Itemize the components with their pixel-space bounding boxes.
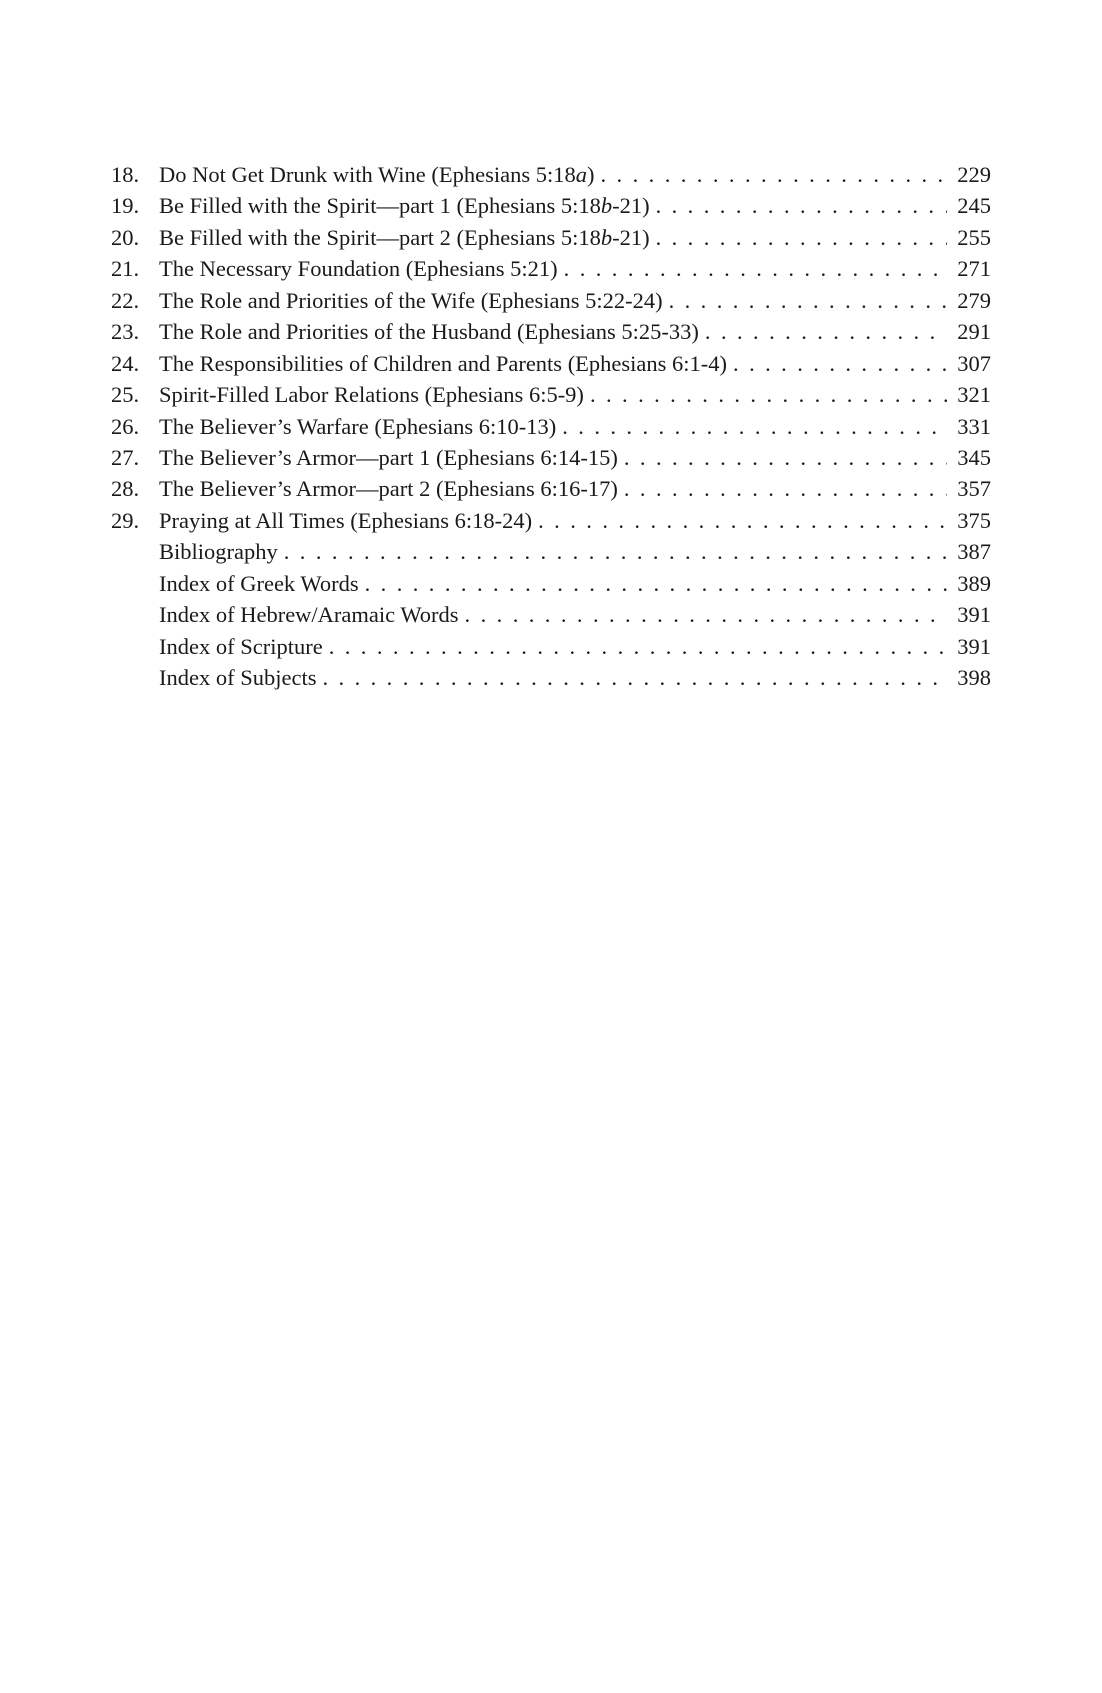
title-text: The Necessary Foundation (Ephesians 5:21) — [159, 256, 558, 282]
toc-entry[interactable] — [111, 348, 991, 379]
toc-entry[interactable] — [111, 599, 991, 630]
page-number: 245 — [957, 193, 991, 219]
entry-title — [159, 505, 532, 536]
dot-leader — [733, 348, 947, 379]
page-number: 321 — [957, 382, 991, 408]
title-italic: a — [575, 162, 587, 187]
dot-leader — [564, 253, 947, 284]
title-text: The Believer’s Armor—part 1 (Ephesians 6:14-15) — [159, 444, 618, 470]
chapter-number: 22. — [111, 287, 140, 313]
entry-title — [159, 662, 316, 693]
dot-leader — [624, 442, 947, 473]
chapter-number: 21. — [111, 256, 140, 282]
title-text: The Role and Priorities of the Wife (Ephesians 5:22-24) — [159, 287, 663, 313]
dot-leader — [284, 536, 947, 567]
title-text: The Believer’s Warfare (Ephesians 6:10-13) — [159, 413, 557, 439]
title-text: Index of Greek Words — [159, 570, 359, 596]
title-italic: b — [600, 193, 613, 219]
page-number: 375 — [957, 507, 991, 533]
page-number: 331 — [957, 413, 991, 439]
toc-entry[interactable] — [111, 316, 991, 347]
chapter-number: 19. — [111, 193, 140, 219]
chapter-number: 25. — [111, 382, 140, 408]
title-text: The Role and Priorities of the Husband (Ephesians 5:25-33) — [159, 319, 699, 345]
dot-leader — [669, 285, 947, 316]
dot-leader — [322, 662, 947, 693]
entry-title — [159, 631, 323, 662]
chapter-number: 29. — [111, 507, 140, 533]
toc-entry[interactable] — [111, 379, 991, 410]
entry-title — [159, 253, 558, 284]
dot-leader — [656, 190, 947, 221]
title-text: Bibliography — [159, 539, 278, 565]
title-text-end: ) — [587, 162, 595, 187]
title-text-end: -21) — [612, 193, 650, 219]
page-number: 307 — [957, 350, 991, 376]
entry-title — [159, 473, 618, 504]
toc-entry[interactable] — [111, 505, 991, 536]
dot-leader — [705, 316, 947, 347]
page-number: 255 — [957, 224, 991, 250]
page-number: 291 — [957, 319, 991, 345]
toc-entry[interactable] — [111, 411, 991, 442]
table-of-contents — [111, 159, 991, 693]
entry-title — [159, 348, 727, 379]
title-text: Index of Hebrew/Aramaic Words — [159, 602, 459, 628]
dot-leader — [562, 411, 947, 442]
page-number: 345 — [957, 444, 991, 470]
dot-leader — [538, 505, 947, 536]
page-number: 391 — [957, 602, 991, 628]
page-number: 391 — [957, 633, 991, 659]
entry-title — [159, 222, 650, 253]
entry-title — [159, 379, 584, 410]
toc-entry[interactable] — [111, 285, 991, 316]
chapter-number: 27. — [111, 444, 140, 470]
entry-title — [159, 536, 278, 567]
toc-entry[interactable] — [111, 222, 991, 253]
title-text: Index of Scripture — [159, 633, 323, 659]
title-text: Be Filled with the Spirit—part 1 (Ephesians 5:18 — [159, 193, 601, 219]
chapter-number: 23. — [111, 319, 140, 345]
title-text: Praying at All Times (Ephesians 6:18-24) — [159, 507, 533, 533]
title-text: Be Filled with the Spirit—part 2 (Ephesians 5:18 — [159, 224, 601, 250]
dot-leader — [329, 631, 947, 662]
chapter-number: 20. — [111, 224, 140, 250]
chapter-number: 26. — [111, 413, 140, 439]
dot-leader — [601, 159, 948, 190]
title-text: The Responsibilities of Children and Parents (Ephesians 6:1-4) — [159, 350, 728, 376]
toc-entry[interactable] — [111, 568, 991, 599]
toc-entry[interactable] — [111, 253, 991, 284]
page-number: 357 — [957, 476, 991, 502]
dot-leader — [365, 568, 947, 599]
dot-leader — [465, 599, 947, 630]
title-text: The Believer’s Armor—part 2 (Ephesians 6:16-17) — [159, 476, 618, 502]
entry-title — [159, 411, 556, 442]
dot-leader — [656, 222, 947, 253]
toc-entry[interactable] — [111, 631, 991, 662]
page-number: 279 — [957, 287, 991, 313]
title-text: Spirit-Filled Labor Relations (Ephesians 6:5-9) — [159, 382, 584, 408]
toc-entry[interactable] — [111, 536, 991, 567]
page-number: 229 — [957, 162, 991, 187]
entry-title — [159, 159, 595, 190]
toc-entry[interactable] — [111, 190, 991, 221]
dot-leader — [624, 473, 947, 504]
page-number: 387 — [957, 539, 991, 565]
title-text: Index of Subjects — [159, 665, 317, 690]
page-number: 398 — [957, 665, 991, 690]
toc-entry[interactable] — [111, 662, 991, 693]
title-italic: b — [600, 224, 613, 250]
entry-title — [159, 568, 359, 599]
toc-entry[interactable] — [111, 442, 991, 473]
entry-title — [159, 190, 650, 221]
entry-title — [159, 316, 699, 347]
entry-title — [159, 285, 663, 316]
toc-entry[interactable] — [111, 473, 991, 504]
page-number: 271 — [957, 256, 991, 282]
title-text-end: -21) — [612, 224, 650, 250]
chapter-number: 18. — [111, 162, 140, 187]
chapter-number: 24. — [111, 350, 140, 376]
toc-entry[interactable] — [111, 159, 991, 190]
title-text: Do Not Get Drunk with Wine (Ephesians 5:18 — [159, 162, 576, 187]
dot-leader — [590, 379, 947, 410]
entry-title — [159, 442, 618, 473]
chapter-number: 28. — [111, 476, 140, 502]
entry-title — [159, 599, 459, 630]
page-number: 389 — [957, 570, 991, 596]
